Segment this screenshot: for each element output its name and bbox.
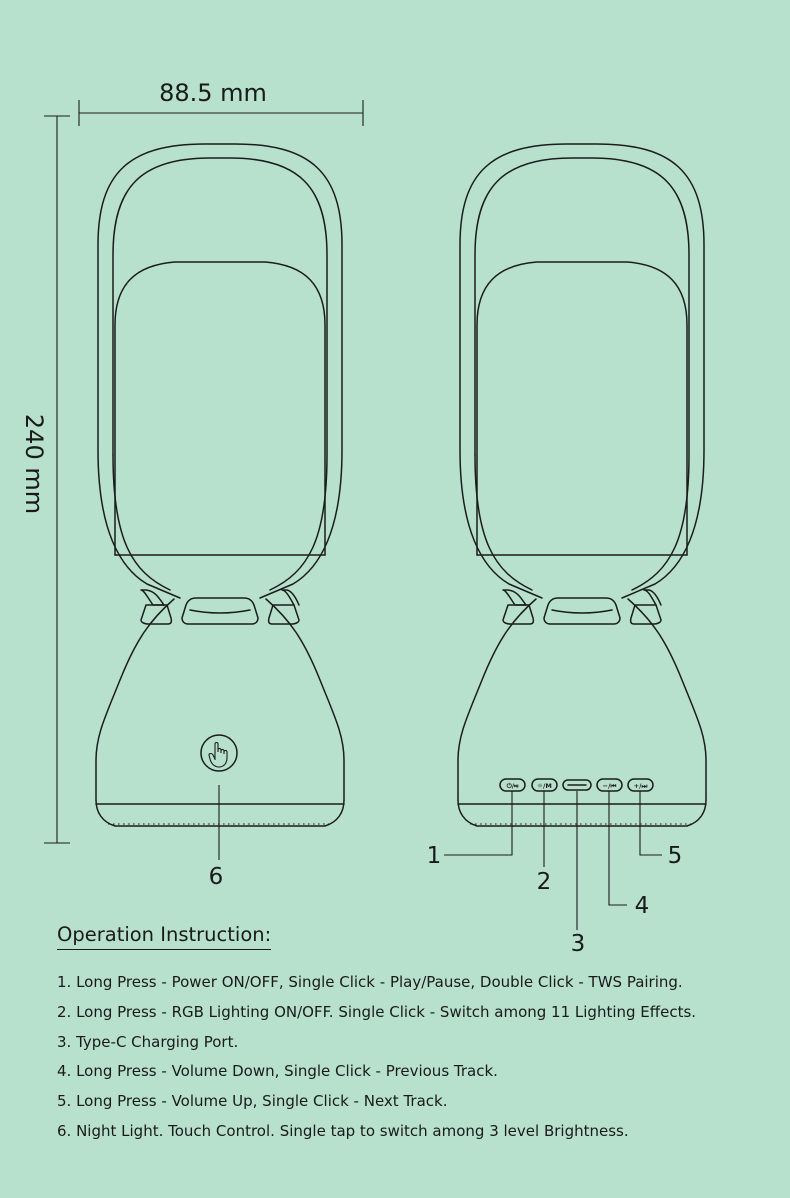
width-label: 88.5 mm	[159, 79, 267, 107]
instructions-heading: Operation Instruction:	[57, 922, 271, 950]
night-light-touch-icon	[201, 735, 237, 771]
height-label: 240 mm	[20, 413, 48, 515]
instruction-item-5: 5. Long Press - Volume Up, Single Click - Next Track.	[57, 1092, 448, 1111]
callout-4: 4	[634, 893, 650, 919]
callout-5: 5	[667, 843, 683, 869]
callout-1: 1	[426, 843, 442, 869]
instruction-item-2: 2. Long Press - RGB Lighting ON/OFF. Single Click - Switch among 11 Lighting Effects.	[57, 1002, 697, 1021]
instructions-list	[57, 970, 696, 1149]
speaker-back-view	[458, 144, 706, 826]
button-panel	[500, 779, 653, 791]
instruction-item-4: 4. Long Press - Volume Down, Single Click - Previous Track.	[57, 1062, 498, 1081]
instruction-item-3: 3. Type-C Charging Port.	[57, 1032, 239, 1051]
callout-3: 3	[570, 931, 586, 957]
volume-up-next-symbol: +/⏭	[633, 782, 648, 790]
volume-down-prev-symbol: −/⏮	[602, 782, 617, 790]
callout-6: 6	[208, 864, 224, 890]
power-play-button-symbol: ⏻/⏯	[506, 782, 519, 790]
width-dimension	[79, 79, 363, 126]
instruction-item-1: 1. Long Press - Power ON/OFF, Single Click - Play/Pause, Double Click - TWS Pairing.	[57, 973, 683, 991]
instruction-item-6: 6. Night Light. Touch Control. Single tap to switch among 3 level Brightness.	[57, 1121, 629, 1140]
callout-2: 2	[536, 869, 552, 895]
light-mode-button-symbol: ☼/M	[537, 782, 552, 790]
callout-3-holder	[566, 928, 590, 956]
speaker-front-view	[96, 144, 344, 826]
height-dimension	[20, 116, 70, 843]
